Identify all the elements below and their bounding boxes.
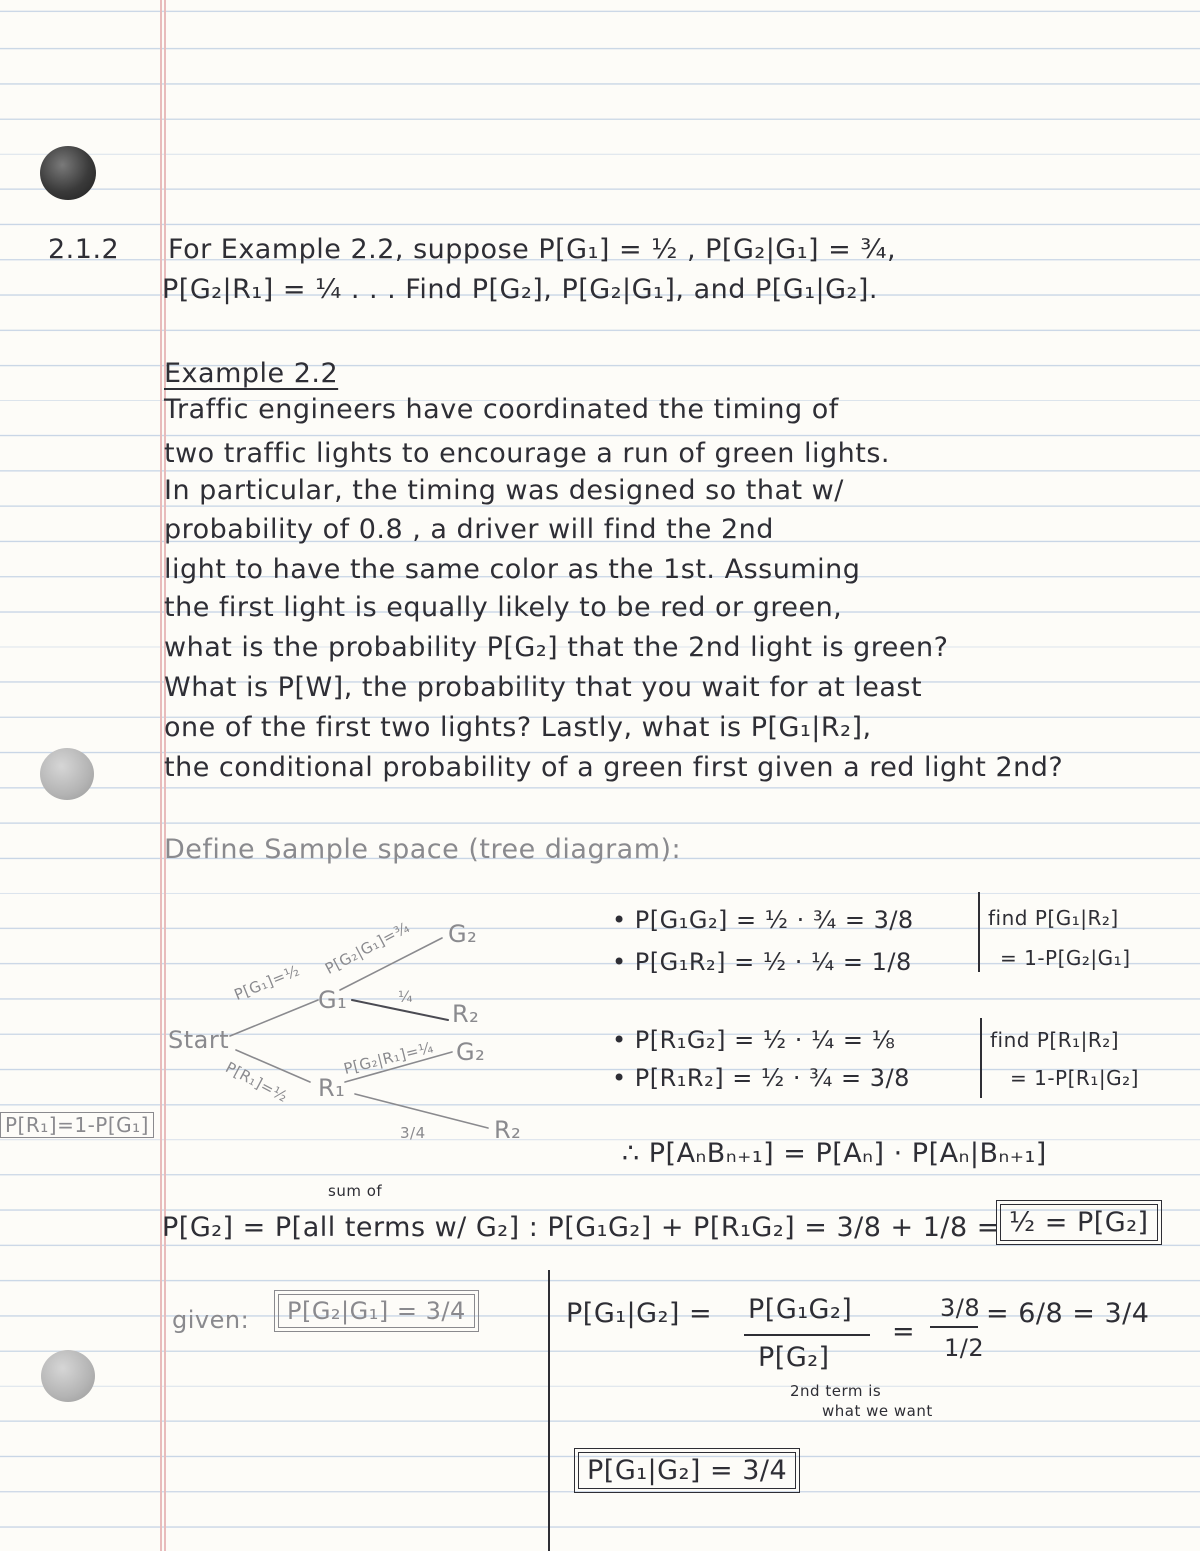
example-line: one of the first two lights? Lastly, what is P[G₁|R₂], bbox=[164, 712, 872, 743]
bayes-equals: = bbox=[892, 1316, 916, 1347]
example-line: the conditional probability of a green first given a red light 2nd? bbox=[164, 752, 1064, 783]
label-p-g2-given-g1: P[G₂|G₁]=¾ bbox=[322, 918, 413, 978]
bayes-den2: 1/2 bbox=[944, 1334, 985, 1362]
pg2-computation: P[G₂] = P[all terms w/ G₂] : P[G₁G₂] + P[R₁G₂] = 3/8 + 1/8 = bbox=[162, 1212, 1000, 1243]
therefore-rule: ∴ P[AₙBₙ₊₁] = P[Aₙ] · P[Aₙ|Bₙ₊₁] bbox=[622, 1138, 1047, 1169]
final-answer: P[G₁|G₂] = 3/4 bbox=[578, 1452, 796, 1489]
note-line-1: 2nd term is bbox=[790, 1382, 882, 1400]
tree-g2-top: G₂ bbox=[448, 920, 478, 948]
find-note-2: = 1-P[G₂|G₁] bbox=[1000, 946, 1131, 970]
given-box bbox=[274, 1290, 479, 1332]
branch-r1-r2 bbox=[355, 1094, 488, 1128]
tree-start: Start bbox=[168, 1026, 230, 1054]
tree-r1: R₁ bbox=[318, 1074, 346, 1102]
given-label: given: bbox=[172, 1306, 250, 1334]
find-note-3: find P[R₁|R₂] bbox=[990, 1028, 1120, 1052]
given-value: P[G₂|G₁] = 3/4 bbox=[278, 1294, 475, 1328]
pg2-answer-box bbox=[996, 1200, 1162, 1245]
label-p-r1: P[R₁]=½ bbox=[222, 1058, 291, 1106]
divider-lower bbox=[548, 1270, 550, 1551]
joint-prob-g1g2: • P[G₁G₂] = ½ · ¾ = 3/8 bbox=[612, 906, 914, 934]
bayes-num2: 3/8 bbox=[940, 1294, 981, 1322]
bayes-denominator: P[G₂] bbox=[758, 1342, 830, 1373]
label-quarter: ¼ bbox=[398, 988, 414, 1006]
pg2-answer: ½ = P[G₂] bbox=[1000, 1204, 1158, 1241]
joint-prob-g1r2: • P[G₁R₂] = ½ · ¼ = 1/8 bbox=[612, 948, 912, 976]
label-p-g1: P[G₁]=½ bbox=[231, 961, 303, 1004]
find-note-1: find P[G₁|R₂] bbox=[988, 906, 1119, 930]
example-line: light to have the same color as the 1st. Assuming bbox=[164, 554, 861, 585]
bayes-numerator: P[G₁G₂] bbox=[748, 1294, 853, 1325]
sum-of-note: sum of bbox=[328, 1182, 383, 1200]
example-line: what is the probability P[G₂] that the 2nd light is green? bbox=[164, 632, 949, 663]
joint-prob-r1r2: • P[R₁R₂] = ½ · ¾ = 3/8 bbox=[612, 1064, 910, 1092]
branch-start-g1 bbox=[230, 1000, 318, 1036]
divider-find-1 bbox=[978, 892, 980, 972]
example-line: two traffic lights to encourage a run of green lights. bbox=[164, 438, 890, 469]
problem-number: 2.1.2 bbox=[48, 234, 120, 265]
label-three-quarters: 3/4 bbox=[400, 1124, 426, 1142]
bayes-lhs: P[G₁|G₂] = bbox=[566, 1298, 713, 1329]
example-line: Traffic engineers have coordinated the timing of bbox=[164, 394, 839, 425]
example-line: probability of 0.8 , a driver will find the 2nd bbox=[164, 514, 774, 545]
problem-line-2: P[G₂|R₁] = ¼ . . . Find P[G₂], P[G₂|G₁], and P[G₁|G₂]. bbox=[162, 274, 878, 305]
side-note-complement: P[R₁]=1-P[G₁] bbox=[0, 1112, 154, 1138]
bayes-fraction-bar-2 bbox=[930, 1326, 978, 1328]
tree-r2-bottom: R₂ bbox=[494, 1116, 522, 1144]
example-line: the first light is equally likely to be red or green, bbox=[164, 592, 843, 623]
divider-find-2 bbox=[980, 1018, 982, 1098]
label-p-g2-given-r1: P[G₂|R₁]=¼ bbox=[341, 1038, 436, 1078]
problem-line-1: For Example 2.2, suppose P[G₁] = ½ , P[G₂|G₁] = ¾, bbox=[168, 234, 897, 265]
define-sample-space: Define Sample space (tree diagram): bbox=[164, 834, 682, 865]
example-line: What is P[W], the probability that you wait for at least bbox=[164, 672, 923, 703]
bayes-tail: = 6/8 = 3/4 bbox=[986, 1298, 1150, 1329]
tree-r2-top: R₂ bbox=[452, 1000, 480, 1028]
tree-g1: G₁ bbox=[318, 986, 348, 1014]
find-note-4: = 1-P[R₁|G₂] bbox=[1010, 1066, 1139, 1090]
final-answer-box bbox=[574, 1448, 800, 1493]
tree-g2-bottom: G₂ bbox=[456, 1038, 486, 1066]
example-heading: Example 2.2 bbox=[164, 358, 339, 389]
joint-prob-r1g2: • P[R₁G₂] = ½ · ¼ = ⅛ bbox=[612, 1026, 896, 1054]
bayes-fraction-bar bbox=[744, 1334, 870, 1336]
note-line-2: what we want bbox=[822, 1402, 933, 1420]
example-line: In particular, the timing was designed so that w/ bbox=[164, 475, 844, 506]
